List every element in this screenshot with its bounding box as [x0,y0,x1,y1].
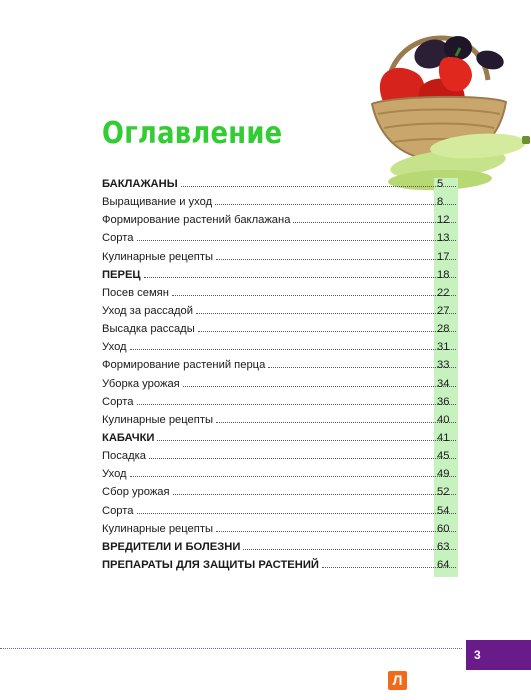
dot-leader [137,239,457,241]
dot-leader [130,475,456,477]
dot-leader [183,385,456,387]
dot-leader [137,403,457,405]
toc-entry-page: 31 [437,341,450,354]
toc-row[interactable] [102,196,458,214]
toc-entry-page: 52 [437,486,450,499]
watermark-logo: Л [388,671,407,690]
toc-row[interactable] [102,214,458,232]
toc-entry-page: 17 [437,250,450,263]
toc-row[interactable] [102,341,458,359]
toc-row[interactable] [102,468,458,486]
toc-entry-page: 22 [437,286,450,299]
toc-entry-label: Посев семян [102,286,169,299]
toc-entry-page: 33 [437,359,450,372]
dot-leader [215,203,456,205]
toc-entry-page: 18 [437,268,450,281]
toc-entry-page: 40 [437,413,450,426]
toc-section-row[interactable] [102,541,458,559]
toc-entry-page: 64 [437,558,450,571]
dot-leader [144,276,456,278]
toc-row[interactable] [102,232,458,250]
toc-entry-page: 63 [437,540,450,553]
toc-entry-label: ВРЕДИТЕЛИ И БОЛЕЗНИ [102,540,241,553]
toc-row[interactable] [102,396,458,414]
toc-row[interactable] [102,505,458,523]
toc-row[interactable] [102,359,458,377]
vegetable-basket-illustration [360,18,531,194]
toc-entry-label: Кулинарные рецепты [102,413,213,426]
toc-entry-label: Кулинарные рецепты [102,250,213,263]
dot-leader [216,258,456,260]
toc-entry-page: 36 [437,395,450,408]
toc-row[interactable] [102,414,458,432]
toc-entry-page: 54 [437,504,450,517]
toc-section-row[interactable] [102,269,458,287]
toc-entry-label: Формирование растений баклажана [102,214,291,227]
page-number: 3 [466,640,531,670]
page-title: Оглавление [102,116,283,151]
toc-entry-label: Уход [102,468,127,481]
toc-entry-page: 27 [437,304,450,317]
toc-row[interactable] [102,450,458,468]
dot-leader [172,294,456,296]
toc-entry-label: КАБАЧКИ [102,431,155,444]
toc-section-row[interactable] [102,178,458,196]
dot-leader [216,530,456,532]
toc-entry-label: Посадка [102,450,146,463]
toc-section-row[interactable] [102,559,458,577]
toc-entry-label: Сорта [102,504,134,517]
toc-entry-label: Высадка рассады [102,323,195,336]
dot-leader [173,493,456,495]
toc-entry-page: 60 [437,522,450,535]
dot-leader [243,548,456,550]
dot-leader [181,185,456,187]
toc-row[interactable] [102,305,458,323]
toc-entry-page: 8 [437,196,444,209]
dot-leader [216,421,456,423]
dot-leader [198,330,456,332]
toc-entry-label: Выращивание и уход [102,196,213,209]
dot-leader [268,366,456,368]
table-of-contents [102,178,458,577]
toc-row[interactable] [102,378,458,396]
toc-entry-page: 45 [437,450,450,463]
toc-row[interactable] [102,486,458,504]
toc-entry-label: Сорта [102,395,134,408]
toc-entry-page: 49 [437,468,450,481]
toc-entry-page: 28 [437,323,450,336]
toc-entry-label: Уход [102,341,127,354]
toc-entry-page: 5 [437,178,444,190]
toc-entry-page: 13 [437,232,450,245]
dot-leader [137,512,457,514]
dot-leader [293,221,456,223]
dot-leader [149,457,456,459]
toc-entry-page: 12 [437,214,450,227]
toc-entry-page: 34 [437,377,450,390]
dot-leader [157,439,456,441]
toc-entry-label: Уход за рассадой [102,304,193,317]
toc-entry-label: ПЕРЕЦ [102,268,141,281]
toc-entry-label: Кулинарные рецепты [102,522,213,535]
footer-divider [0,648,462,649]
toc-entry-label: Сбор урожая [102,486,170,499]
toc-row[interactable] [102,323,458,341]
toc-entry-page: 41 [437,431,450,444]
dot-leader [130,348,456,350]
toc-row[interactable] [102,287,458,305]
toc-entry-label: ПРЕПАРАТЫ ДЛЯ ЗАЩИТЫ РАСТЕНИЙ [102,558,319,571]
toc-row[interactable] [102,251,458,269]
dot-leader [196,312,456,314]
toc-entry-label: Уборка урожая [102,377,180,390]
toc-entry-label: Формирование растений перца [102,359,266,372]
toc-entry-label: БАКЛАЖАНЫ [102,178,178,190]
toc-entry-label: Сорта [102,232,134,245]
toc-section-row[interactable] [102,432,458,450]
toc-row[interactable] [102,523,458,541]
